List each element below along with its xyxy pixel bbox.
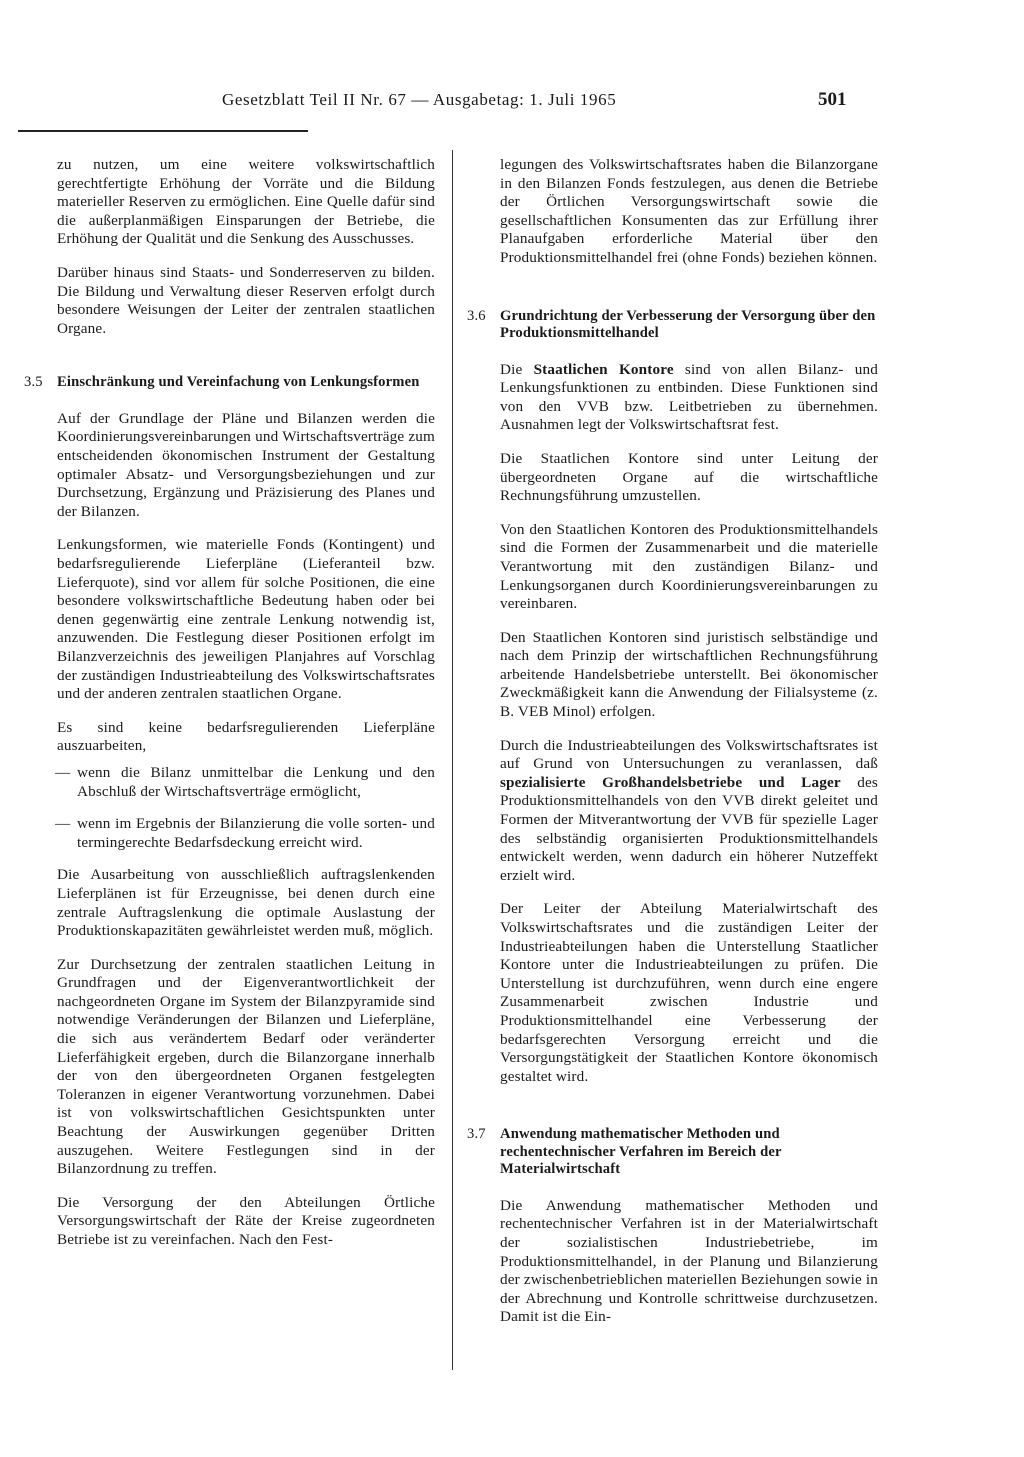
paragraph: Die Versorgung der den Abteilungen Örtliche Versorgungswirtschaft der Räte der Kreise zugeordneten Betriebe ist zu vereinfachen. Nach den Fest- [57,1193,435,1248]
dash-bullet: — [55,815,71,833]
text-run: sind von allen Bilanz- und Lenkungsfunktionen zu entbinden. Diese Funktionen sind von den VVB bzw. Leitbetrieben zu übernehmen. Ausnahmen legt der Volkswirtschaftsrat fest. [500,360,878,434]
section-number: 3.6 [467,307,486,324]
emphasis: Staatlichen Kontore [533,360,674,378]
paragraph: Es sind keine bedarfsregulierenden Lieferpläne auszuarbeiten, [57,718,435,755]
section-heading-3-7 [467,1126,878,1179]
column-divider [452,150,453,1370]
emphasis: spezialisierte Großhandelsbetriebe und Lager [500,773,841,791]
paragraph: Zur Durchsetzung der zentralen staatlichen Leitung in Grundfragen und der Eigenverantwortlichkeit der nachgeordneten Organe im System der Bilanzpyramide sind notwendige Veränderungen der Bilanzen und Lieferpläne, die sich aus verändertem Bedarf oder veränderter Lieferfähigkeit ergeben, durch die Bilanzorgane innerhalb der von den übergeordneten Organen festgelegten Toleranzen in eigener Verantwortung vorzunehmen. Dabei ist von volkswirtschaftlichen Gesichtspunkten unter Beachtung der Auswirkungen gegenüber Dritten auszugehen. Weitere Festlegungen sind in der Bilanzordnung zu treffen. [57,955,435,1178]
section-title: Grundrichtung der Verbesserung der Versorgung über den Produktionsmittelhandel [500,307,876,342]
paragraph: Die Anwendung mathematischer Methoden und rechentechnischer Verfahren ist in der Materialwirtschaft der sozialistischen Industriebetriebe, im Produktionsmittelhandel, in der Planung und Bilanzierung der zwischenbetrieblichen materiellen Beziehungen sowie in der Abrechnung und Kontrolle schrittweise durchzusetzen. Damit ist die Ein- [500,1196,878,1326]
paragraph [500,737,878,886]
paragraph: Lenkungsformen, wie materielle Fonds (Kontingent) und bedarfsregulierende Lieferpläne (Lieferanteil bzw. Lieferquote), sind vor allem für solche Positionen, die eine besondere volkswirtschaftliche Bedeutung haben oder bei denen gegenwärtig eine zentrale Lenkung notwendig ist, anzuwenden. Die Festlegung dieser Positionen erfolgt im Bilanzverzeichnis des jeweiligen Planjahres auf Vorschlag der zuständigen Industrieabteilung des Volkswirtschaftsrates und der anderen zentralen staatlichen Organe. [57,536,435,703]
section-number: 3.7 [467,1126,486,1143]
left-column [24,156,435,1265]
paragraph: Von den Staatlichen Kontoren des Produktionsmittelhandels sind die Formen der Zusammenarbeit und die materielle Verantwortung mit den zuständigen Bilanz- und Lenkungsorganen durch Koordinierungsvereinbarungen zu vereinbaren. [500,520,878,613]
paragraph: Der Leiter der Abteilung Materialwirtschaft des Volkswirtschaftsrates und die zuständigen Leiter der Industrieabteilungen haben die Unterstellung Staatlicher Kontore unter die Industrieabteilungen zu prüfen. Die Unterstellung ist durchzuführen, wenn durch eine engere Zusammenarbeit zwischen Industrie und Produktionsmittelhandel eine Verbesserung der bedarfsgerechten Versorgung erreicht und die Versorgungstätigkeit der Staatlichen Kontore ökonomisch gestaltet wird. [500,900,878,1085]
paragraph: Den Staatlichen Kontoren sind juristisch selbständige und nach dem Prinzip der wirtschaftlichen Rechnungsführung arbeitende Handelsbetriebe unterstellt. Bei ökonomischer Zweckmäßigkeit kann die Anwendung der Filialsysteme (z. B. VEB Minol) erfolgen. [500,628,878,721]
paragraph: zu nutzen, um eine weitere volkswirtschaftlich gerechtfertigte Erhöhung der Vorräte und die Bildung materieller Reserven zu ermöglichen. Eine Quelle dafür sind die außerplanmäßigen Einsparungen der Betriebe, die Erhöhung der Qualität und die Senkung des Ausschusses. [57,156,435,248]
text-run: Die [500,360,534,378]
paragraph [500,361,878,435]
paragraph: Die Staatlichen Kontore sind unter Leitung der übergeordneten Organe auf die wirtschaftliche Rechnungsführung umzustellen. [500,449,878,505]
page-header [0,90,1024,120]
paragraph: Auf der Grundlage der Pläne und Bilanzen werden die Koordinierungsvereinbarungen und Wirtschaftsverträge zum entscheidenden ökonomischen Instrument der Gestaltung optimaler Absatz- und Versorgungsbeziehungen und zur Durchsetzung, Ergänzung und Präzisierung des Planes und der Bilanzen. [57,409,435,520]
list-item-text: wenn im Ergebnis der Bilanzierung die volle sorten- und termingerechte Bedarfsdeckung erreicht wird. [77,815,435,851]
section-title: Einschränkung und Vereinfachung von Lenkungsformen [57,374,420,391]
paragraph: legungen des Volkswirtschaftsrates haben die Bilanzorgane in den Bilanzen Fonds festzulegen, aus denen die Betriebe der Örtlichen Versorgungswirtschaft sowie die gesellschaftlichen Konsumenten das zur Erfüllung ihrer Planaufgaben erforderliche Material über den Produktionsmittelhandel frei (ohne Fonds) beziehen können. [500,156,878,266]
section-number: 3.5 [24,374,43,391]
section-heading-3-5 [24,374,435,392]
paragraph: Die Ausarbeitung von ausschließlich auftragslenkenden Lieferplänen ist für Erzeugnisse, bei denen durch eine zentrale Auftragslenkung die optimale Auslastung der Produktionskapazitäten gewährleistet werden muß, möglich. [57,866,435,940]
dash-bullet: — [55,763,71,781]
list-item [57,815,435,852]
list-item-text: wenn die Bilanz unmittelbar die Lenkung und den Abschluß der Wirtschaftsverträge ermöglicht, [77,763,435,800]
section-title: Anwendung mathematischer Methoden und rechentechnischer Verfahren im Bereich der Materialwirtschaft [500,1126,782,1178]
right-column [467,156,878,1342]
header-rule [18,130,308,132]
page-number: 501 [818,89,847,110]
text-run: Durch die Industrieabteilungen des Volkswirtschaftsrates ist auf Grund von Untersuchungen zu veranlassen, daß [500,736,878,773]
list-item [57,764,435,801]
gazette-title: Gesetzblatt Teil II Nr. 67 — Ausgabetag: 1. Juli 1965 [222,90,617,109]
section-heading-3-6 [467,307,878,343]
paragraph: Darüber hinaus sind Staats- und Sonderreserven zu bilden. Die Bildung und Verwaltung dieser Reserven erfolgt durch besondere Weisungen der Leiter der zentralen staatlichen Organe. [57,263,435,337]
text-run: des Produktionsmittelhandels von den VVB direkt geleitet und Formen der Mitverantwortung der VVB für spezielle Lager des selbständig organisierten Produktionsmittelhandels entwickelt werden, wenn dadurch ein höherer Nutzeffekt erzielt wird. [500,773,878,884]
